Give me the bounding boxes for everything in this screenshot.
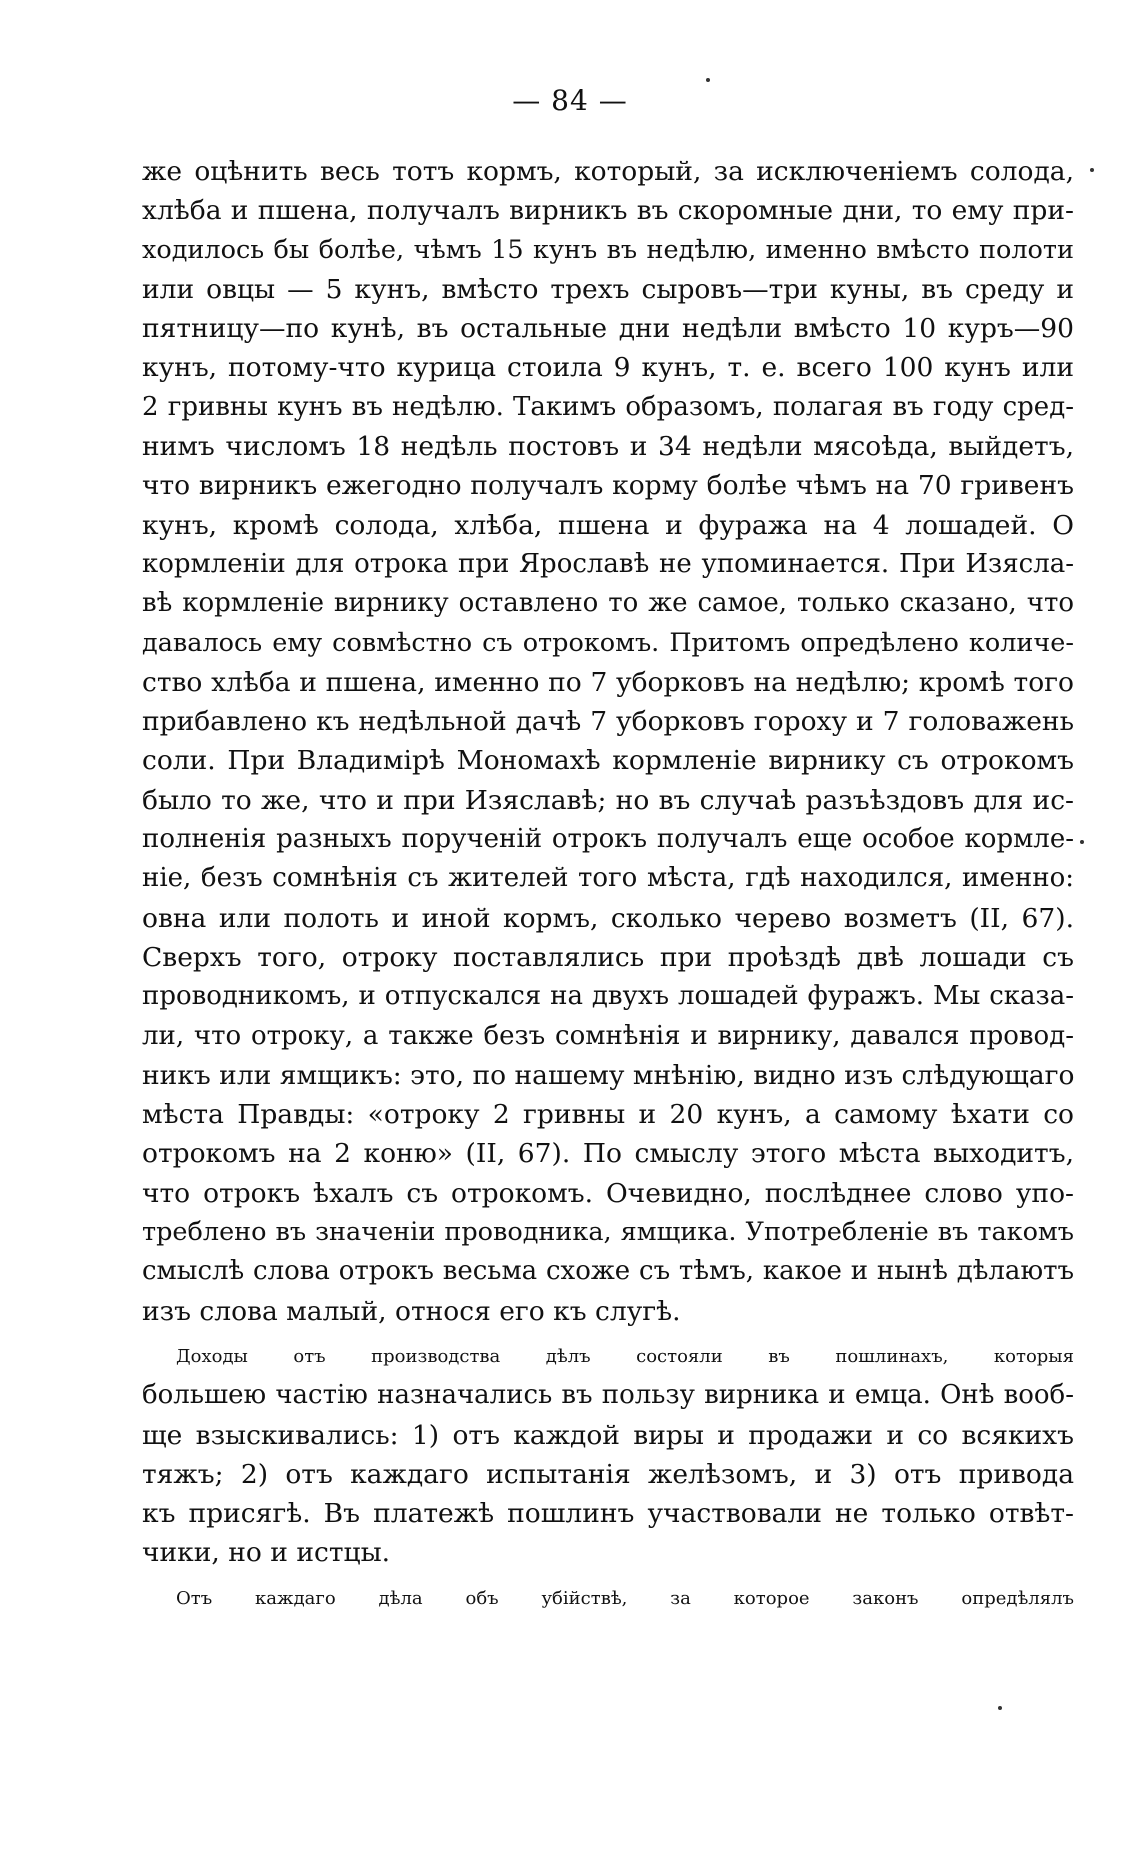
text-line: давалось ему совмѣстно съ отрокомъ. Притомъ опредѣлено количе-: [142, 627, 1074, 658]
text-line: хлѣба и пшена, получалъ вирникъ въ скоромные дни, то ему при-: [142, 195, 1074, 227]
text-line: кунъ, потому-что курица стоила 9 кунъ, т. е. всего 100 кунъ или: [142, 352, 1074, 384]
page-number: — 84 —: [512, 84, 628, 117]
paragraph-3: [142, 1579, 1074, 1618]
text-line: ходилось бы болѣе, чѣмъ 15 кунъ въ недѣлю, именно вмѣсто полоти: [142, 234, 1074, 265]
text-line: Сверхъ того, отроку поставлялись при проѣздѣ двѣ лошади съ: [142, 941, 1074, 973]
print-speck: [1080, 840, 1084, 844]
text-line: нимъ числомъ 18 недѣль постовъ и 34 недѣли мясоѣда, выйдетъ,: [142, 431, 1074, 463]
text-line: ли, что отроку, а также безъ сомнѣнія и вирнику, давался провод-: [142, 1020, 1074, 1051]
print-speck: [998, 1706, 1002, 1710]
text-line: проводникомъ, и отпускался на двухъ лошадей фуражъ. Мы сказа-: [142, 981, 1074, 1012]
paragraph-1: [142, 152, 1074, 1331]
text-line: было то же, что и при Изяславѣ; но въ случаѣ разъѣздовъ для ис-: [142, 784, 1074, 816]
text-line: ще взыскивались: 1) отъ каждой виры и продажи и со всякихъ: [142, 1419, 1074, 1451]
text-line: отрокомъ на 2 коню» (II, 67). По смыслу этого мѣста выходитъ,: [142, 1138, 1074, 1170]
print-speck: [706, 78, 710, 82]
text-line: вѣ кормленіе вирнику оставлено то же самое, только сказано, что: [142, 588, 1074, 619]
text-line: или овцы — 5 кунъ, вмѣсто трехъ сыровъ—три куны, въ среду и: [142, 273, 1074, 305]
text-line: ство хлѣба и пшена, именно по 7 уборковъ на недѣлю; кромѣ того: [142, 666, 1074, 698]
text-line: смыслѣ слова отрокъ весьма схоже съ тѣмъ, какое и нынѣ дѣлаютъ: [142, 1256, 1074, 1287]
text-line: кунъ, кромѣ солода, хлѣба, пшена и фуража на 4 лошадей. О: [142, 509, 1074, 541]
text-line: что вирникъ ежегодно получалъ корму болѣе чѣмъ на 70 гривенъ: [142, 470, 1074, 502]
text-line: къ присягѣ. Въ платежѣ пошлинъ участвовали не только отвѣт-: [142, 1498, 1074, 1530]
text-line: соли. При Владимірѣ Мономахѣ кормленіе вирнику съ отрокомъ: [142, 745, 1074, 777]
text-line: Отъ каждаго дѣла объ убійствѣ, за которое законъ опредѣлялъ: [176, 1587, 1074, 1609]
text-line: прибавлено къ недѣльной дачѣ 7 уборковъ гороху и 7 головажень: [142, 706, 1074, 738]
text-line: кормленіи для отрока при Ярославѣ не упоминается. При Изясла-: [142, 548, 1074, 579]
text-line: мѣста Правды: «отроку 2 гривны и 20 кунъ, а самому ѣхати со: [142, 1099, 1074, 1131]
body-text: [142, 152, 1074, 1618]
text-line: пятницу—по кунѣ, въ остальные дни недѣли вмѣсто 10 куръ—90: [142, 313, 1074, 345]
text-line: треблено въ значеніи проводника, ямщика. Употребленіе въ такомъ: [142, 1217, 1074, 1248]
paragraph-2: [142, 1337, 1074, 1573]
text-line: Доходы отъ производства дѣлъ состояли въ пошлинахъ, которыя: [176, 1345, 1074, 1367]
text-line: ніе, безъ сомнѣнія съ жителей того мѣста, гдѣ находился, именно:: [142, 863, 1074, 894]
text-line: что отрокъ ѣхалъ съ отрокомъ. Очевидно, послѣднее слово упо-: [142, 1177, 1074, 1209]
text-line: изъ слова малый, относя его къ слугѣ.: [142, 1295, 681, 1327]
text-line: чики, но и истцы.: [142, 1537, 391, 1569]
print-speck: [1090, 168, 1094, 172]
text-line: же оцѣнить весь тотъ кормъ, который, за исключеніемъ солода,: [142, 156, 1074, 187]
text-line: овна или полоть и иной кормъ, сколько черево возметъ (II, 67).: [142, 902, 1074, 934]
text-line: никъ или ямщикъ: это, по нашему мнѣнію, видно изъ слѣдующаго: [142, 1059, 1075, 1091]
text-line: тяжъ; 2) отъ каждаго испытанія желѣзомъ, и 3) отъ привода: [142, 1458, 1074, 1490]
text-line: большею частію назначались въ пользу вирника и емца. Онѣ вооб-: [142, 1380, 1074, 1411]
text-line: полненія разныхъ порученій отрокъ получалъ еще особое кормле-: [142, 824, 1074, 855]
text-line: 2 гривны кунъ въ недѣлю. Такимъ образомъ, полагая въ году сред-: [142, 391, 1074, 422]
